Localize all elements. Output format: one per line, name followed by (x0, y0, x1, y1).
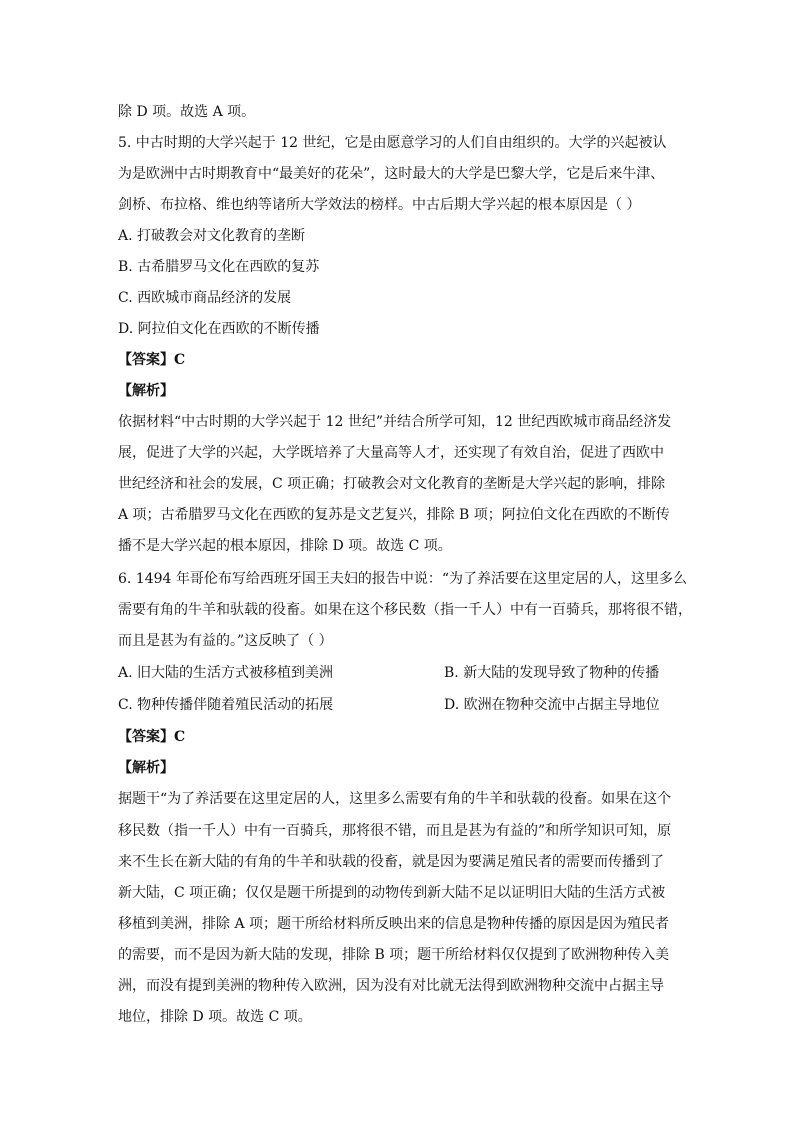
question-6-option-d: D. 欧洲在物种交流中占据主导地位 (444, 697, 660, 713)
question-6-option-c: C. 物种传播伴随着殖民活动的拓展 (118, 697, 334, 713)
analysis-label: 【解析】 (118, 760, 174, 776)
question-6-stem: 需要有角的牛羊和驮载的役畜。如果在这个移民数（指一千人）中有一百骑兵，那将很不错， (118, 602, 692, 618)
question-5-option-b: B. 古希腊罗马文化在西欧的复苏 (118, 259, 320, 275)
question-5-stem: 剑桥、布拉格、维也纳等诸所大学效法的榜样。中古后期大学兴起的根本原因是（ ） (118, 197, 641, 213)
analysis-text: 据题干“为了养活要在这里定居的人，这里多么需要有角的牛羊和驮载的役畜。如果在这个 (118, 791, 672, 807)
text-line: 除 D 项。故选 A 项。 (118, 104, 256, 120)
analysis-text: 移民数（指一千人）中有一百骑兵，那将很不错，而且是甚为有益的”和所学知识可知，原 (118, 823, 672, 839)
answer-label: 【答案】C (118, 729, 186, 745)
question-6-stem: 6. 1494 年哥伦布写给西班牙国王夫妇的报告中说：“为了养活要在这里定居的人，这里多么 (118, 571, 688, 587)
analysis-text: A 项；古希腊罗马文化在西欧的复苏是文艺复兴，排除 B 项；阿拉伯文化在西欧的不断传 (118, 507, 670, 523)
question-6-option-a: A. 旧大陆的生活方式被移植到美洲 (118, 665, 334, 681)
analysis-text: 播不是大学兴起的根本原因，排除 D 项。故选 C 项。 (118, 538, 452, 554)
analysis-text: 世纪经济和社会的发展，C 项正确；打破教会对文化教育的垄断是大学兴起的影响，排除 (118, 476, 666, 492)
question-5-option-d: D. 阿拉伯文化在西欧的不断传播 (118, 321, 320, 337)
question-5-stem: 为是欧洲中古时期教育中“最美好的花朵”，这时最大的大学是巴黎大学，它是后来牛津、 (118, 166, 665, 182)
analysis-label: 【解析】 (118, 383, 174, 399)
question-5-option-a: A. 打破教会对文化教育的垄断 (118, 228, 306, 244)
question-6-stem: 而且是甚为有益的。”这反映了（ ） (118, 633, 333, 649)
question-5-option-c: C. 西欧城市商品经济的发展 (118, 290, 292, 306)
analysis-text: 展，促进了大学的兴起，大学既培养了大量高等人才，还实现了有效自治，促进了西欧中 (118, 445, 664, 461)
analysis-text: 来不生长在新大陆的有角的牛羊和驮载的役畜，就是因为要满足殖民者的需要而传播到了 (118, 854, 664, 870)
analysis-text: 洲，而没有提到美洲的物种传入欧洲，因为没有对比就无法得到欧洲物种交流中占据主导 (118, 978, 664, 994)
analysis-text: 的需要，而不是因为新大陆的发现，排除 B 项；题干所给材料仅仅提到了欧洲物种传入美 (118, 947, 670, 963)
analysis-text: 新大陆，C 项正确；仅仅是题干所提到的动物传到新大陆不足以证明旧大陆的生活方式被 (118, 885, 666, 901)
answer-label: 【答案】C (118, 352, 186, 368)
question-6-option-b: B. 新大陆的发现导致了物种的传播 (444, 665, 660, 681)
analysis-text: 地位，排除 D 项。故选 C 项。 (118, 1009, 312, 1025)
analysis-text: 移植到美洲，排除 A 项；题干所给材料所反映出来的信息是物种传播的原因是因为殖民者 (118, 916, 670, 932)
question-5-stem: 5. 中古时期的大学兴起于 12 世纪，它是由愿意学习的人们自由组织的。大学的兴起被认 (118, 135, 667, 151)
analysis-text: 依据材料“中古时期的大学兴起于 12 世纪”并结合所学可知，12 世纪西欧城市商品经济发 (118, 414, 672, 430)
